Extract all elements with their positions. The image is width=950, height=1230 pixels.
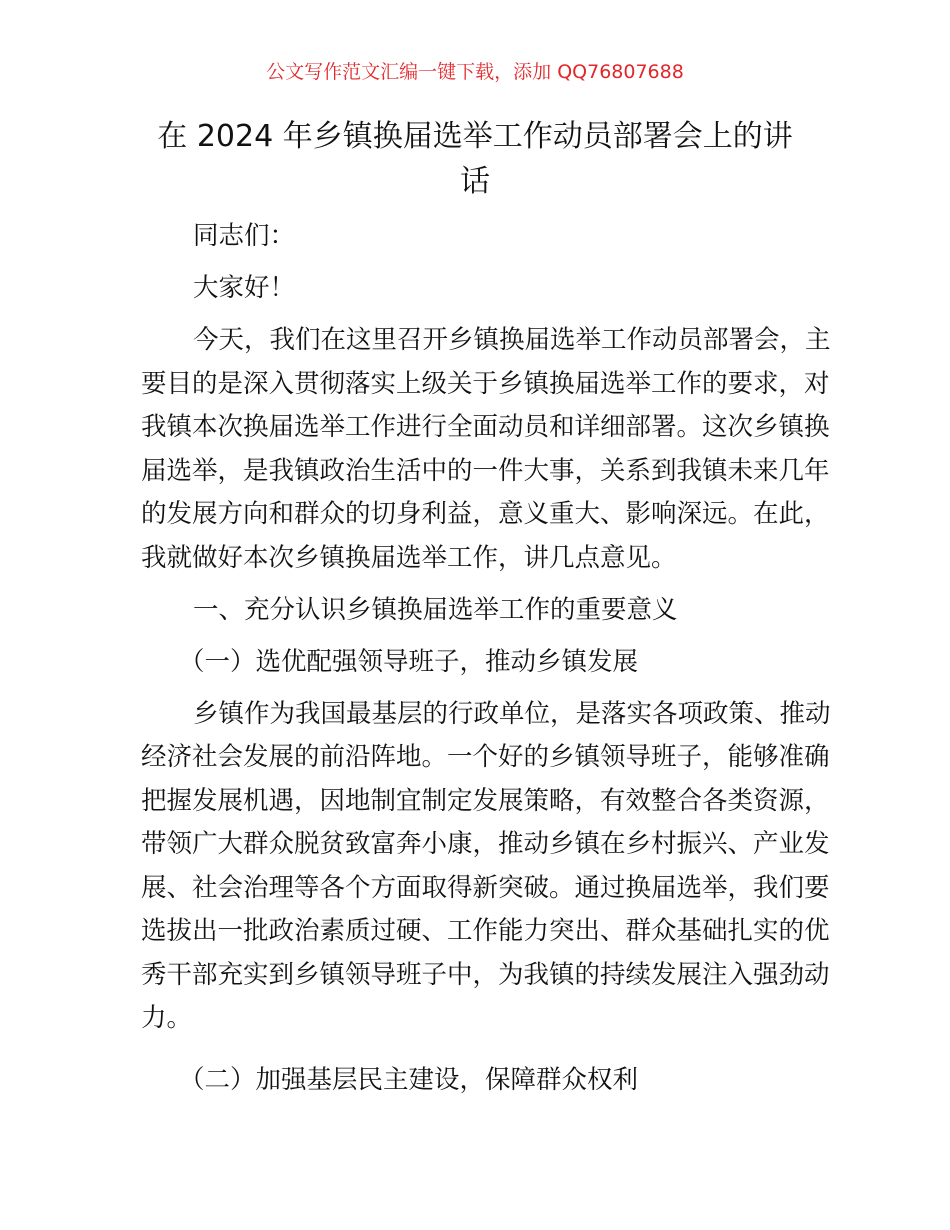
- text-line: 我就做好本次乡镇换届选举工作，讲几点意见。: [141, 542, 677, 573]
- text-line: 展、社会治理等各个方面取得新突破。通过换届选举，我们要: [141, 872, 830, 903]
- watermark: 公文写作范文汇编一键下载，添加 QQ76807688: [266, 61, 684, 83]
- subsection-heading: （二）加强基层民主建设，保障群众权利: [179, 1064, 639, 1095]
- title-line: 在 2024 年乡镇换届选举工作动员部署会上的讲: [157, 119, 793, 154]
- text-line: 今天，我们在这里召开乡镇换届选举工作动员部署会，主: [193, 325, 831, 355]
- text-line: 经济社会发展的前沿阵地。一个好的乡镇领导班子，能够准确: [141, 742, 830, 772]
- text-line: 把握发展机遇，因地制宜制定发展策略，有效整合各类资源，: [141, 785, 830, 816]
- title-line: 话: [460, 164, 490, 199]
- text-line: 选拔出一批政治素质过硬、工作能力突出、群众基础扎实的优: [141, 916, 830, 946]
- section-heading: 一、充分认识乡镇换届选举工作的重要意义: [193, 594, 678, 625]
- sub1-paragraph: [141, 693, 831, 1041]
- greeting: 大家好！: [193, 273, 296, 303]
- document-body: [141, 215, 831, 1111]
- text-line: 我镇本次换届选举工作进行全面动员和详细部署。这次乡镇换: [141, 412, 830, 442]
- intro-paragraph: [141, 319, 831, 580]
- document-title: [130, 114, 820, 204]
- text-line: 力。: [141, 1003, 193, 1033]
- text-line: 的发展方向和群众的切身利益，意义重大、影响深远。在此，: [141, 499, 830, 529]
- subsection-heading: （一）选优配强领导班子，推动乡镇发展: [179, 646, 639, 677]
- salutation: 同志们：: [193, 221, 296, 251]
- text-line: 带领广大群众脱贫致富奔小康，推动乡镇在乡村振兴、产业发: [141, 829, 830, 859]
- text-line: 秀干部充实到乡镇领导班子中，为我镇的持续发展注入强劲动: [141, 959, 830, 990]
- text-line: 要目的是深入贯彻落实上级关于乡镇换届选举工作的要求，对: [141, 368, 830, 399]
- text-line: 乡镇作为我国最基层的行政单位，是落实各项政策、推动: [193, 698, 831, 729]
- text-line: 届选举，是我镇政治生活中的一件大事，关系到我镇未来几年: [141, 455, 830, 486]
